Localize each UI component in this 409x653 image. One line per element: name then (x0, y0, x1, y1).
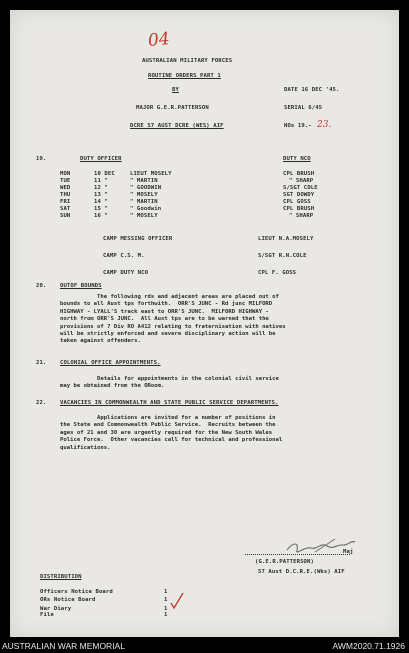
roster-nco: CPL GOSS (283, 199, 311, 205)
roster-officer: " GOODWIN (130, 185, 162, 191)
camp-value: CPL F. GOSS (258, 270, 297, 276)
roster-officer: " MARTIN (130, 199, 158, 205)
camp-value: LIEUT N.A.MOSELY (258, 236, 314, 242)
camp-value: S/SGT R.N.COLE (258, 253, 307, 259)
section-22-number: 22. (36, 400, 47, 406)
section-22-title: VACANCIES IN COMMONWEALTH AND STATE PUBLIC SERVICE DEPARTMENTS. (60, 400, 279, 406)
section-20-body: The following rds and adjacent areas are placed out of bounds to all Aust tps forthwith. ORR'S JUNC - Rd junc MILFORD HIGHWAY - LYALL'S track east to ORR'S JUNC. MILFORD HIGHWAY - north from ORR'S JUNC. All Aust tps are to be warned that the provisions of 7 Div RO A412 relating to fraternisation with natives will be strictly enforced and severe disciplinary action will be taken against offenders. (60, 294, 286, 345)
header-nos: NOs 19.- (284, 123, 312, 129)
handwritten-file-number: 04 (147, 28, 171, 52)
roster-date: 10 DEC (94, 171, 115, 177)
distribution-qty: 1 (164, 612, 168, 618)
camp-label: CAMP DUTY NCO (103, 270, 149, 276)
signature-line (245, 554, 350, 555)
section-21-number: 21. (36, 360, 47, 366)
footer-bar (0, 640, 409, 653)
roster-nco: S/SGT COLE (283, 185, 318, 191)
header-nos-handwritten: 23. (317, 120, 332, 130)
section-19-number: 19. (36, 156, 47, 162)
roster-day: FRI (60, 199, 71, 205)
red-tick-mark (170, 592, 184, 610)
roster-date: 16 " (94, 213, 108, 219)
camp-label: CAMP C.S. M. (103, 253, 145, 259)
roster-date: 14 " (94, 199, 108, 205)
header-line-1: AUSTRALIAN MILITARY FORCES (142, 58, 233, 64)
footer-source: AUSTRALIAN WAR MEMORIAL (2, 641, 125, 651)
roster-officer: " MARTIN (130, 178, 158, 184)
distribution-item: War Diary (40, 606, 72, 612)
section-21-body: Details for appointments in the colonial civil service may be obtained from the ORoom. (60, 376, 279, 390)
header-line-5: DCRE 57 AUST DCRE (WES) AIF (130, 123, 224, 129)
roster-nco: SGT DOWDY (283, 192, 315, 198)
distribution-qty: 1 (164, 606, 168, 612)
distribution-item: ORs Notice Board (40, 597, 96, 603)
roster-nco: CPL BRUSH (283, 171, 315, 177)
roster-officer: " Goodwin (130, 206, 162, 212)
distribution-title: DISTRIBUTION (40, 574, 82, 580)
roster-nco: " SHARP (289, 213, 314, 219)
section-20-number: 20. (36, 283, 47, 289)
roster-day: WED (60, 185, 71, 191)
header-date: DATE 16 DEC '45. (284, 87, 340, 93)
signature-rank: Maj (343, 549, 354, 555)
signature-name: (G.E.R.PATTERSON) (255, 559, 314, 565)
header-line-3: BY (172, 87, 179, 93)
roster-officer: " MOSELY (130, 192, 158, 198)
roster-day: TUE (60, 178, 71, 184)
distribution-item: File (40, 612, 54, 618)
roster-date: 11 " (94, 178, 108, 184)
header-line-4: MAJOR G.E.R.PATTERSON (136, 105, 209, 111)
distribution-item: Officers Notice Board (40, 589, 113, 595)
distribution-qty: 1 (164, 597, 168, 603)
roster-nco: " SHARP (289, 178, 314, 184)
signature-unit: 57 Aust D.C.R.E.(Wks) AIF (258, 569, 345, 575)
roster-date: 13 " (94, 192, 108, 198)
roster-officer: LIEUT MOSELY (130, 171, 172, 177)
section-19-nco-title: DUTY NCO (283, 156, 311, 162)
section-21-title: COLONIAL OFFICE APPOINTMENTS. (60, 360, 161, 366)
roster-day: MON (60, 171, 71, 177)
header-line-2: ROUTINE ORDERS PART 1 (148, 73, 221, 79)
roster-date: 12 " (94, 185, 108, 191)
roster-nco: CPL BRUSH (283, 206, 315, 212)
section-19-title: DUTY OFFICER (80, 156, 122, 162)
distribution-qty: 1 (164, 589, 168, 595)
section-22-body: Applications are invited for a number of positions in the State and Commonwealth Public Service. Recruits between the ages of 21 and 30 are urgently required for the New South Wales Police Force. Other vacancies call for technical and professional qualifications. (60, 415, 283, 451)
footer-accession: AWM2020.71.1926 (332, 641, 405, 651)
header-serial: SERIAL 6/45 (284, 105, 323, 111)
roster-day: SUN (60, 213, 71, 219)
roster-officer: " MOSELY (130, 213, 158, 219)
roster-date: 15 " (94, 206, 108, 212)
section-20-title: OUTOF BOUNDS (60, 283, 102, 289)
camp-label: CAMP MESSING OFFICER (103, 236, 173, 242)
roster-day: SAT (60, 206, 71, 212)
roster-day: THU (60, 192, 71, 198)
